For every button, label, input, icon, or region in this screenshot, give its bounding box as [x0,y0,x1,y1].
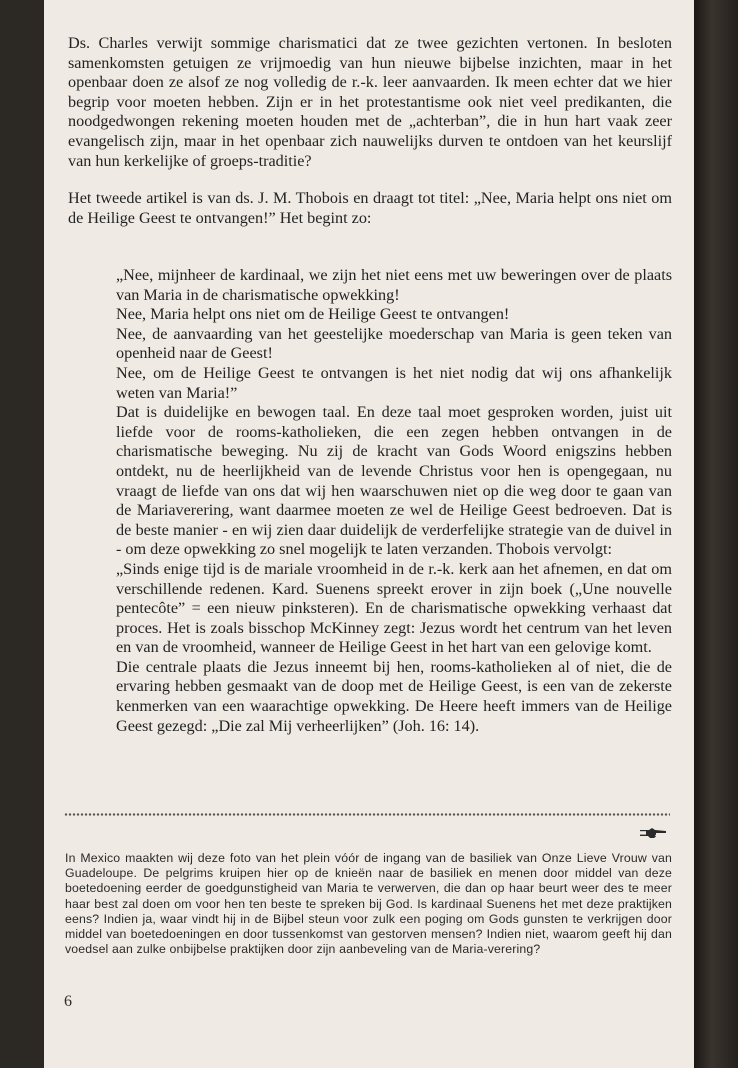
quote-paragraph: Die centrale plaats die Jezus inneemt bij hen, rooms-katholieken al of niet, die de ervaring hebben gesmaakt van de doop met de Heilige Geest, is een van de zekerste kenmerken van een waarachtige opwekking. De Heere heeft immers van de Heilige Geest gezegd: „Die zal Mij verheerlijken” (Joh. 16: 14). [116,657,672,735]
quote-paragraph: „Sinds enige tijd is de mariale vroomheid in de r.-k. kerk aan het afnemen, en dat om verschillende redenen. Kard. Suenens spreekt erover in zijn boek („Une nouvelle pentecôte” = een nieuw pinksteren). En de charismatische opwekking verhaast dat proces. Het is zoals bisschop McKinney zegt: Jezus wordt het centrum van het leven en van de vroomheid, wanneer de Heilige Geest in het hart van een gelovige komt. [116,559,672,657]
paragraph-thobois-intro: Het tweede artikel is van ds. J. M. Thobois en draagt tot titel: „Nee, Maria helpt ons niet om de Heilige Geest te ontvangen!” Het begint zo: [68,189,672,227]
page-edge-shadow [694,0,738,1068]
quoted-block [116,266,672,736]
quote-paragraph: Nee, Maria helpt ons niet om de Heilige Geest te ontvangen! [116,305,510,324]
page-number: 6 [64,993,72,1010]
quote-paragraph: Dat is duidelijke en bewogen taal. En deze taal moet gesproken worden, juist uit liefde voor de rooms-katholieken, die een zegen hebben ontvangen in de charismatische beweging. Nu zij de kracht van Gods Woord enigszins hebben ontdekt, nu de heerlijkheid van de levende Christus voor hen is opengegaan, nu vraagt de liefde van ons dat wij hen waarschuwen niet op die weg door te gaan van de Mariaverering, want daarmee moeten ze wel de Heilige Geest bedroeven. Dat is de beste manier - en wij zien daar duidelijk de verderfelijke strategie van de duivel in - om deze opwekking zo snel mogelijk te laten verzanden. Thobois vervolgt: [116,403,672,559]
quote-paragraph: Nee, om de Heilige Geest te ontvangen is het niet nodig dat wij ons afhankelijk weten van Maria!” [116,363,672,402]
quote-paragraph: Nee, de aanvaarding van het geestelijke moederschap van Maria is geen teken van openheid naar de Geest! [116,324,672,363]
intro-text [68,34,672,246]
quote-paragraph: „Nee, mijnheer de kardinaal, we zijn het niet eens met uw beweringen over de plaats van Maria in de charismatische opwekking! [116,266,672,304]
paragraph-charles: Ds. Charles verwijt sommige charismatici dat ze twee gezichten vertonen. In besloten samenkomsten getuigen ze vrijmoedig van hun nieuwe bijbelse inzichten, maar in het openbaar doen ze alsof ze nog volledig de r.-k. leer aanvaarden. Ik meen echter dat we hier begrip voor moeten hebben. Zijn er in het protestantisme ook niet veel predikanten, die noodgedwongen rekening moeten houden met de „achterban”, die in hun hart vaak zeer evangelisch zijn, maar in het openbaar zich nauwelijks durven te ontdoen van het keurslijf van hun kerkelijke of groeps-traditie? [68,34,672,170]
pointing-hand-icon [640,828,666,838]
photo-caption: In Mexico maakten wij deze foto van het plein vóór de ingang van de basiliek van Onze Lieve Vrouw van Guadeloupe. De pelgrims kruipen hier op de knieën naar de basiliek en menen door middel van deze boetedoening eerder de goedgunstigheid van Maria te verwerven, die dan op haar beurt weer des te meer haar best zal doen om voor hen ten beste te spreken bij God. Is kardinaal Suenens het met deze praktijken eens? Indien ja, waar vindt hij in de Bijbel steun voor zulk een poging om Gods gunsten te verkrijgen door middel van boetedoeningen en door tussenkomst van gestorven mensen? Indien niet, waarom geeft hij dan voedsel aan zulke onbijbelse praktijken door zijn aanbeveling van de Maria-verering? [65,851,672,957]
separator-rule [64,812,670,817]
